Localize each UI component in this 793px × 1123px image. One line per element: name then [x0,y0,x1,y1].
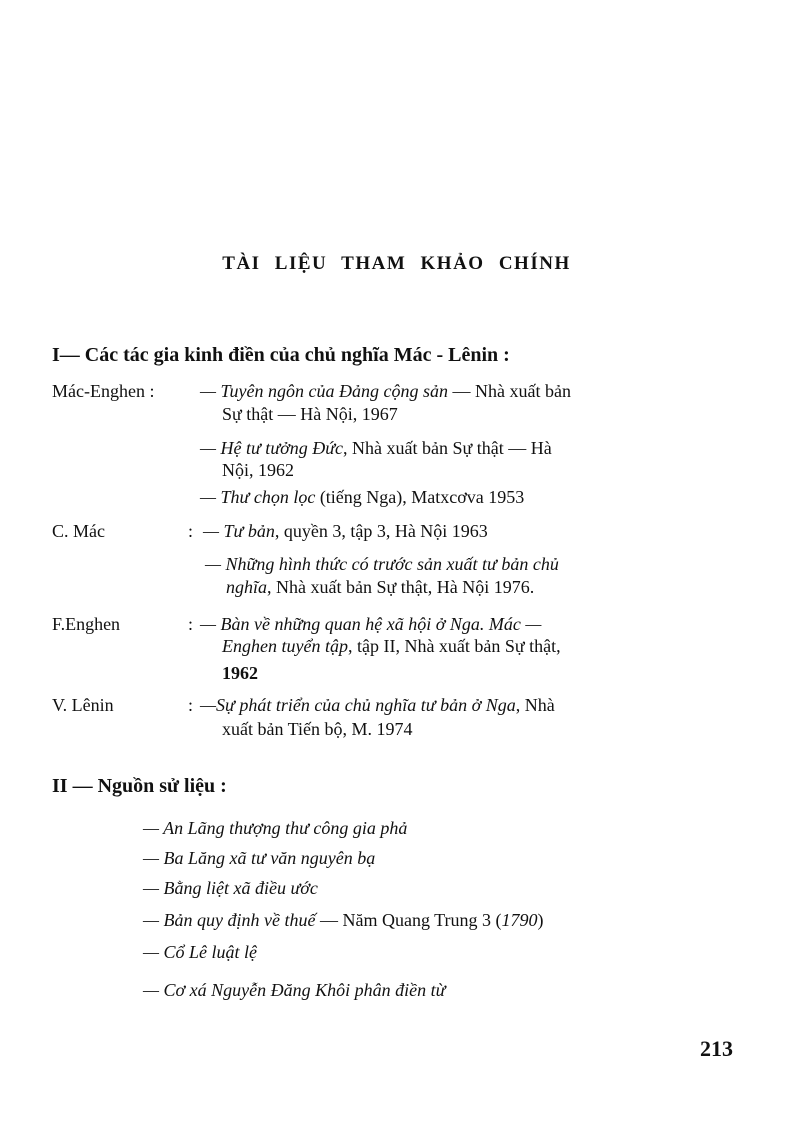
work-details: xuất bản Tiến bộ, M. 1974 [222,719,413,739]
colon: : [188,695,194,715]
reference-line [200,486,524,508]
reference-line [203,520,488,542]
reference-line [222,662,258,684]
reference-line [222,403,398,425]
source-item: — Bằng liệt xã điều ước [143,878,318,898]
work-title: — Hệ tư tưởng Đức [200,438,344,458]
source-title: — Bản quy định về thuế [143,910,316,930]
work-title: —Sự phát triển của chủ nghĩa tư bản ở Nga [200,695,516,715]
author-marx-engels: Mác-Enghen : [52,381,155,401]
reference-line [200,437,552,459]
source-item: — Ba Lăng xã tư văn nguyên bạ [143,848,376,868]
colon: : [188,614,194,634]
work-details: Nội, 1962 [222,460,294,480]
work-details: , tập II, Nhà xuất bản Sự thật, [347,636,561,656]
reference-line [200,380,571,402]
work-title: nghĩa [226,577,268,597]
section-heading-1: I— Các tác gia kinh điền của chủ nghĩa Mác - Lênin : [52,344,510,366]
colon: : [188,521,194,541]
work-title: — Tuyên ngôn của Đảng cộng sản [200,381,448,401]
source-details: ) [537,910,544,930]
author-engels: F.Enghen [52,614,121,634]
work-details: Sự thật — Hà Nội, 1967 [222,404,398,424]
reference-line [200,694,555,716]
work-details: , quyền 3, tập 3, Hà Nội 1963 [274,521,488,541]
source-item: — Cổ Lê luật lệ [143,942,258,962]
section-heading-2: II — Nguồn sử liệu : [52,775,227,797]
reference-line [222,459,294,481]
work-details: , Nhà xuất bản Sự thật — Hà [343,438,552,458]
source-year: 1790 [501,910,538,930]
work-title: — Thư chọn lọc [200,487,316,507]
work-details: , Nhà [515,695,555,715]
work-title: — Tư bản [203,521,275,541]
work-details: — Nhà xuất bản [447,381,571,401]
author-marx: C. Mác [52,521,105,541]
reference-line [222,718,413,740]
work-title: Enghen tuyển tập [222,636,348,656]
work-details: , Nhà xuất bản Sự thật, Hà Nội 1976. [267,577,535,597]
reference-line [226,576,534,598]
work-details: 1962 [222,663,258,683]
source-item: — An Lãng thượng thư công gia phả [143,818,408,838]
work-details: (tiếng Nga), Matxcơva 1953 [315,487,525,507]
reference-line [200,613,541,635]
page-number: 213 [700,1036,733,1061]
work-title: — Những hình thức có trước sản xuất tư bản chủ [205,554,559,574]
author-lenin: V. Lênin [52,695,114,715]
reference-line [205,553,559,575]
source-item: — Cơ xá Nguyễn Đăng Khôi phân điền từ [143,980,446,1000]
reference-line [222,635,561,657]
source-details: — Năm Quang Trung 3 ( [315,910,502,930]
page-title: TÀI LIỆU THAM KHẢO CHÍNH [222,253,571,274]
work-title: — Bàn về những quan hệ xã hội ở Nga. Mác — [200,614,542,634]
source-item [143,909,543,931]
